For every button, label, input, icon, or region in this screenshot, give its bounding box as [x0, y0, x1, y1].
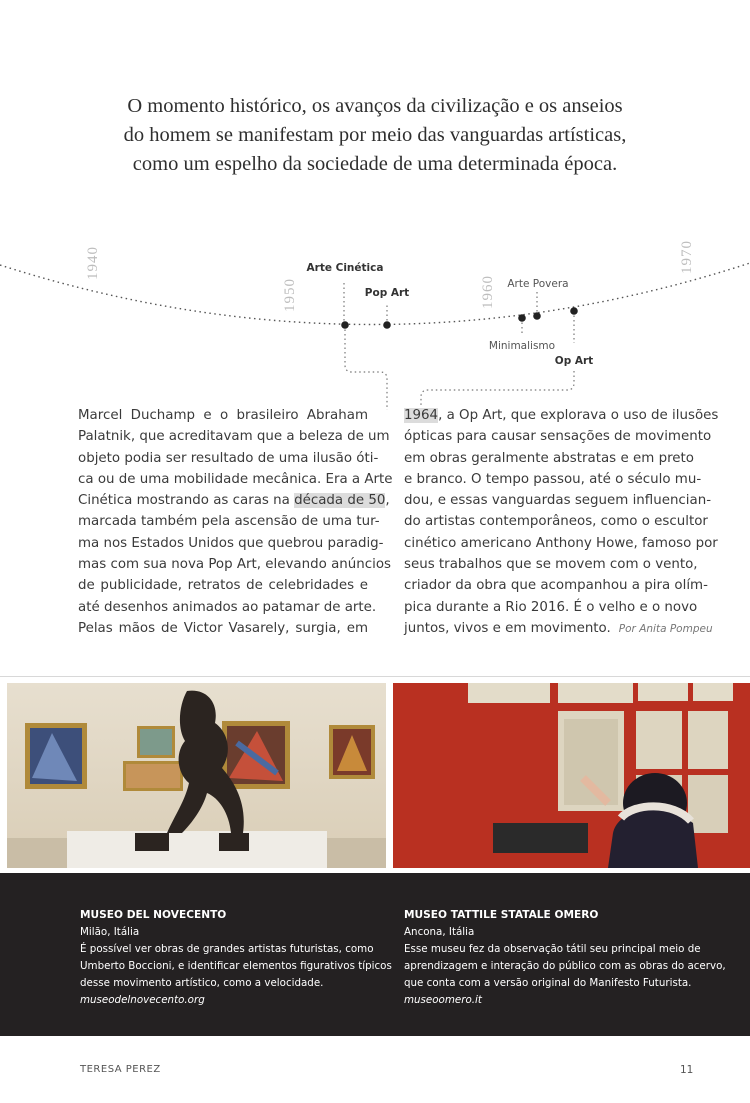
- museum-name: MUSEO DEL NOVECENTO: [80, 909, 227, 921]
- article-line: e branco. O tempo passou, até o século mu-: [404, 471, 702, 487]
- tactile-photo-image: [393, 683, 750, 868]
- photo-museo-tattile: [393, 683, 750, 868]
- pull-quote: [60, 92, 690, 179]
- article-line: objeto podia ser resultado de uma ilusão óti-: [78, 450, 379, 466]
- article-line: ca ou de uma mobilidade mecânica. Era a Arte: [78, 471, 393, 487]
- divider: [0, 676, 750, 677]
- museum-location: Milão, Itália: [80, 926, 140, 938]
- article-line: Palatnik, que acreditavam que a beleza de um: [78, 429, 390, 445]
- quote-line: como um espelho da sociedade de uma determinada época.: [132, 153, 618, 175]
- article-left-column: [78, 405, 393, 639]
- event-label-op-art: Op Art: [554, 355, 594, 367]
- timeline: [0, 220, 750, 410]
- footer-author: TERESA PEREZ: [80, 1064, 161, 1075]
- article-line: juntos, vivos e em movimento. Por Anita Pompeu: [404, 620, 713, 636]
- quote-line: do homem se manifestam por meio das vanguardas artísticas,: [123, 124, 627, 146]
- year-1940: 1940: [85, 246, 101, 280]
- museum-desc-line: que conta com a versão original do Manifesto Futurista.: [404, 977, 692, 989]
- museum-desc-line: desse movimento artístico, como a velocidade.: [80, 977, 324, 989]
- museum-name: MUSEO TATTILE STATALE OMERO: [404, 909, 599, 921]
- year-1960: 1960: [480, 275, 496, 309]
- museum-desc-line: Esse museu fez da observação tátil seu principal meio de: [404, 943, 701, 955]
- article-line: pica durante a Rio 2016. É o velho e o novo: [404, 599, 698, 615]
- event-label-arte-cinetica: Arte Cinética: [306, 262, 384, 274]
- gallery-photo-image: [7, 683, 386, 868]
- event-dot: [341, 321, 349, 329]
- article-line: 1964, a Op Art, que explorava o uso de ilusões: [404, 408, 719, 423]
- page-number: 11: [680, 1064, 694, 1076]
- highlight-decada-50: década de 50: [294, 493, 386, 509]
- museum-location: Ancona, Itália: [404, 926, 475, 938]
- article-line: dou, e essas vanguardas seguem influencian-: [404, 493, 712, 509]
- article-line: mas com sua nova Pop Art, elevando anúncios: [78, 557, 391, 573]
- article-line: ma nos Estados Unidos que quebrou paradig-: [78, 535, 384, 551]
- article-line: criador da obra que acompanhou a pira olím-: [404, 578, 708, 594]
- event-dot: [533, 312, 541, 320]
- event-dot: [570, 307, 578, 315]
- museum-desc-line: É possível ver obras de grandes artistas futuristas, como: [80, 943, 374, 955]
- quote-line: O momento histórico, os avanços da civilização e os anseios: [127, 95, 623, 117]
- museum-desc-line: aprendizagem e interação do público com as obras do acervo,: [404, 960, 726, 972]
- museum-url[interactable]: museodelnovecento.org: [80, 994, 205, 1006]
- museum-info-novecento: [80, 907, 392, 1009]
- article-line: de publicidade, retratos de celebridades e: [78, 578, 368, 594]
- connector-arte-cinetica: [345, 325, 387, 410]
- event-label-pop-art: Pop Art: [364, 287, 410, 299]
- highlight-1964: 1964: [404, 408, 439, 423]
- article-line: até desenhos animados ao patamar de arte.: [78, 599, 377, 615]
- article-line: em obras geralmente abstratas e em preto: [404, 450, 694, 466]
- year-1950: 1950: [282, 278, 298, 312]
- connector-op-art: [421, 371, 574, 407]
- year-1970: 1970: [679, 240, 695, 274]
- article-line: cinético americano Anthony Howe, famoso por: [404, 535, 718, 551]
- museum-desc-line: Umberto Boccioni, e identificar elementos figurativos típicos: [80, 960, 392, 972]
- byline: Por Anita Pompeu: [618, 622, 713, 635]
- article-line: ópticas para causar sensações de movimento: [404, 429, 712, 445]
- article-line: Marcel Duchamp e o brasileiro Abraham: [78, 408, 368, 423]
- event-dot: [518, 314, 526, 322]
- article-line: do artistas contemporâneos, como o escultor: [404, 514, 708, 530]
- event-label-minimalismo: Minimalismo: [488, 340, 556, 352]
- article-line: Pelas mãos de Victor Vasarely, surgia, em: [78, 620, 368, 636]
- event-label-arte-povera: Arte Povera: [507, 278, 569, 290]
- article-line: Cinética mostrando as caras na década de 50,: [78, 493, 390, 509]
- photo-museo-del-novecento: [7, 683, 386, 868]
- museum-info-omero: [404, 907, 726, 1009]
- museum-url[interactable]: museoomero.it: [404, 994, 482, 1006]
- event-dot: [383, 321, 391, 329]
- article-right-column: [404, 405, 719, 639]
- article-line: marcada também pela ascensão de uma tur-: [78, 514, 380, 530]
- article-line: seus trabalhos que se movem com o vento,: [404, 557, 698, 573]
